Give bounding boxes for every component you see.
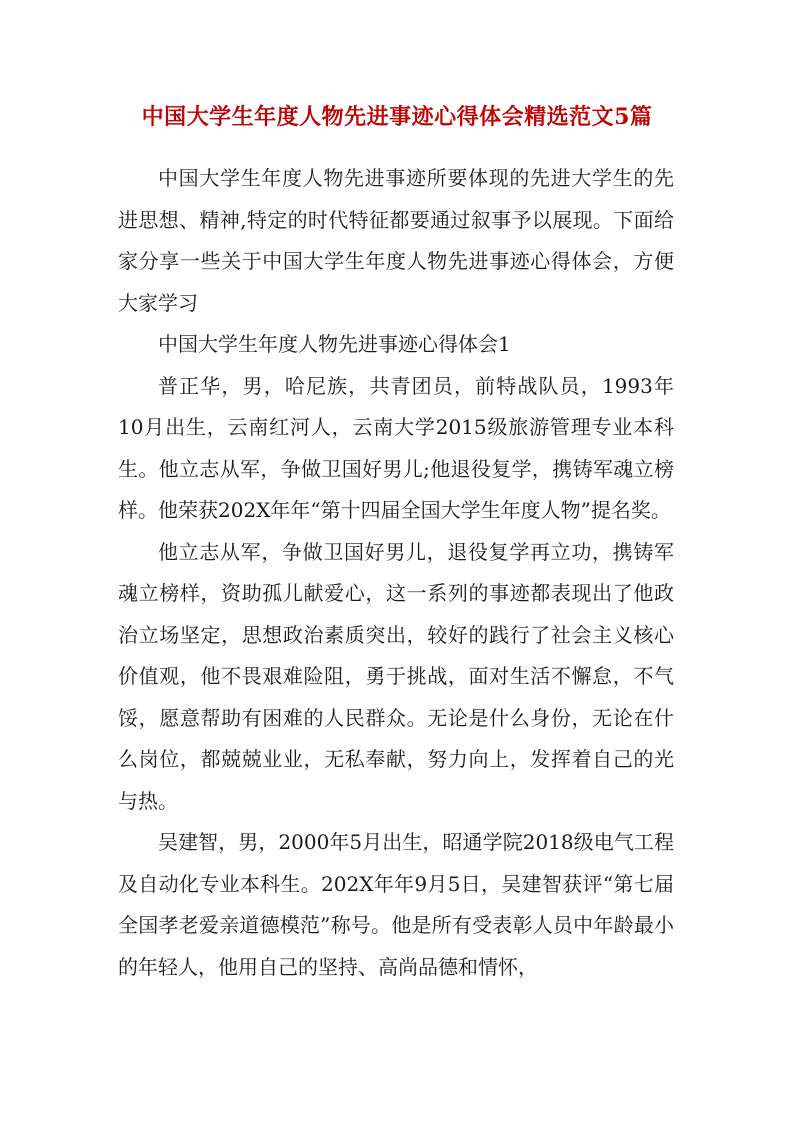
- document-title: 中国大学生年度人物先进事迹心得体会精选范文5篇: [141, 104, 653, 130]
- body-paragraph: 他立志从军，争做卫国好男儿，退役复学再立功，携铸军魂立榜样，资助孤儿献爱心，这一系列的事迹都表现出了他政治立场坚定，思想政治素质突出，较好的践行了社会主义核心价值观，他不畏艰难险阻，勇于挑战，面对生活不懈怠，不气馁，愿意帮助有困难的人民群众。无论是什么身份，无论在什么岗位，都兢兢业业，无私奉献，努力向上，发挥着自己的光与热。: [118, 539, 674, 813]
- section-heading: 中国大学生年度人物先进事迹心得体会1: [158, 332, 511, 356]
- document-body: [118, 158, 674, 988]
- intro-paragraph: 中国大学生年度人物先进事迹所要体现的先进大学生的先进思想、精神,特定的时代特征都要通过叙事予以展现。下面给家分享一些关于中国大学生年度人物先进事迹心得体会，方便大家学习: [118, 166, 674, 315]
- body-paragraph: 吴建智，男，2000年5月出生，昭通学院2018级电气工程及自动化专业本科生。202X年年9月5日，吴建智获评“第七届全国孝老爱亲道德模范”称号。他是所有受表彰人员中年龄最小的年轻人，他用自己的坚持、高尚品德和情怀，: [118, 830, 674, 979]
- body-paragraph: 普正华，男，哈尼族，共青团员，前特战队员，1993年10月出生，云南红河人，云南大学2015级旅游管理专业本科生。他立志从军，争做卫国好男儿;他退役复学，携铸军魂立榜样。他荣获202X年年“第十四届全国大学生年度人物”提名奖。: [118, 373, 674, 522]
